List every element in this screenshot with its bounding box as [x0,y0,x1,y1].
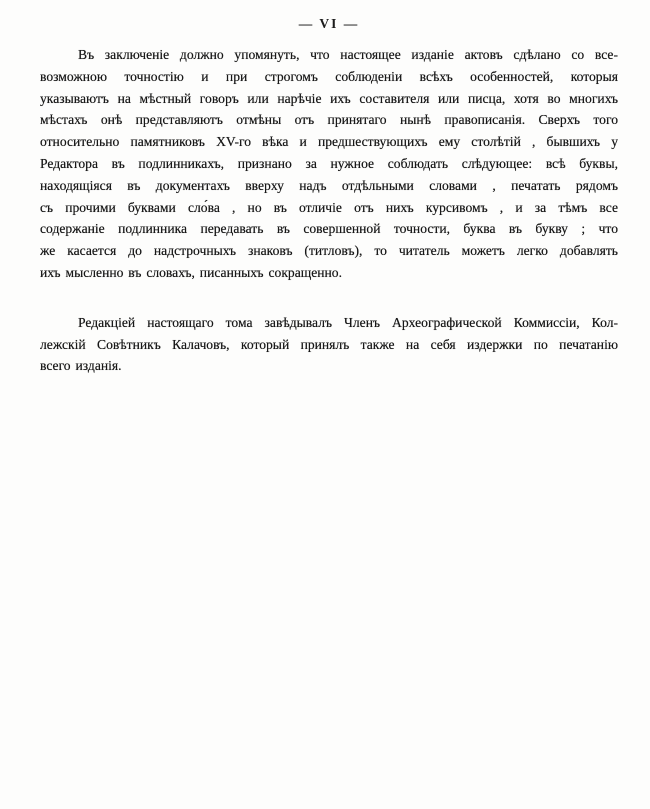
text-line: Въ заключеніе должно упомянуть, что настоящее изданіе актовъ сдѣлано со все- [78,47,618,62]
text-line: возможною точностію и при строгомъ соблюденіи всѣхъ особенностей, которыя [40,68,618,84]
paragraph [40,312,618,377]
text-line: Редакціей настоящаго тома завѣдывалъ Членъ Археографической Коммиссіи, Кол- [78,314,618,330]
text-line: всего изданія. [40,358,122,374]
text-line: ихъ мысленно въ словахъ, писанныхъ сокращенно. [40,264,342,280]
paragraph [40,44,618,284]
text-line: съ прочими буквами сло́ва , но въ отличіе отъ нихъ курсивомъ , и за тѣмъ все [40,199,618,215]
text-line: же касается до надстрочныхъ знаковъ (титловъ), то читатель можетъ легко добавлять [40,243,618,259]
text-line: содержаніе подлинника передавать въ совершенной точности, буква въ букву ; что [40,221,618,237]
text-line: Редактора въ подлинникахъ, признано за нужное соблюдать слѣдующее: всѣ буквы, [40,155,618,171]
text-line: указываютъ на мѣстный говоръ или нарѣчіе ихъ составителя или писца, хотя во многихъ [40,90,618,106]
text-line: относительно памятниковъ XV-го вѣка и предшествующихъ ему столѣтій , бывшихъ у [40,134,618,150]
text-line: находящіяся въ документахъ вверху надъ отдѣльными словами , печатать рядомъ [40,177,618,193]
text-line: лежскій Совѣтникъ Калачовъ, который принялъ также на себя издержки по печатанію [40,336,618,352]
text-block [40,44,618,377]
page-number: — VI — [298,16,360,31]
text-line: мѣстахъ онѣ представляютъ отмѣны отъ принятаго нынѣ правописанія. Сверхъ того [40,112,618,128]
